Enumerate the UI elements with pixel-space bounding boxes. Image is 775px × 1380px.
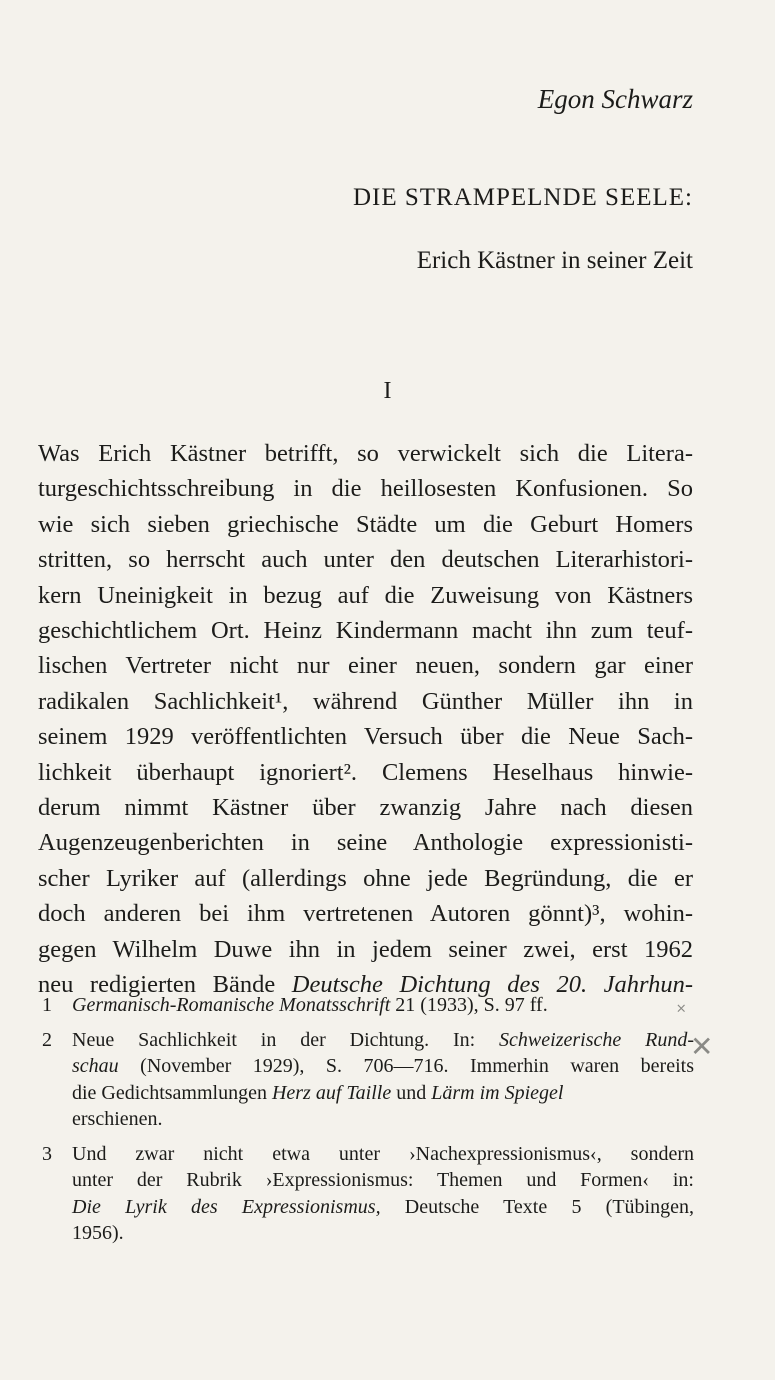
book-title-italic: Herz auf Taille: [271, 1081, 392, 1104]
book-title-italic: Lärm im Spiegel: [431, 1081, 564, 1104]
body-line: doch anderen bei ihm vertretenen Autoren gönnt)³, wohin-: [38, 900, 693, 928]
body-line: wie sich sieben griechische Städte um die Geburt Homers: [38, 510, 693, 538]
body-line: stritten, so herrscht auch unter den deutschen Literarhistori-: [38, 546, 693, 574]
body-line: lichkeit überhaupt ignoriert². Clemens Heselhaus hinwie-: [38, 758, 693, 786]
footnote-text: [72, 1027, 694, 1133]
pencil-mark: ˟: [677, 1000, 686, 1025]
footnote-text: [72, 1141, 694, 1247]
footnote-number: 3: [42, 1142, 52, 1165]
book-title-italic: Deutsche Dichtung des 20. Jahrhun-: [291, 971, 694, 999]
footnote-plain: unter der Rubrik ›Expressionismus: Themen und Formen‹ in:: [72, 1169, 694, 1191]
body-line: radikalen Sachlichkeit¹, während Günther Müller ihn in: [38, 687, 693, 715]
author-name: Egon Schwarz: [537, 84, 693, 114]
footnote-plain: Und zwar nicht etwa unter ›Nachexpressionismus‹, sondern: [72, 1142, 694, 1165]
book-title-italic: Die Lyrik des Expressionismus,: [72, 1195, 381, 1218]
section-number: I: [383, 378, 392, 404]
body-line: seinem 1929 veröffentlichten Versuch über die Neue Sach-: [38, 723, 693, 751]
footnote-plain: Neue Sachlichkeit in der Dichtung. In:: [72, 1028, 500, 1051]
body-line-plain: neu redigierten Bände: [38, 971, 292, 999]
essay-title: DIE STRAMPELNDE SEELE:: [352, 184, 693, 211]
body-line: geschichtlichem Ort. Heinz Kindermann macht ihn zum teuf-: [38, 617, 693, 645]
footnote-plain: und: [391, 1081, 432, 1104]
journal-title-italic: Schweizerische Rund-: [499, 1028, 694, 1051]
body-line: lischen Vertreter nicht nur einer neuen, sondern gar einer: [38, 652, 693, 680]
footnote-3: [42, 1141, 694, 1247]
footnote-1: [42, 992, 694, 1019]
footnote-2: [42, 1027, 694, 1133]
body-line: derum nimmt Kästner über zwanzig Jahre nach diesen: [38, 794, 693, 822]
body-line: turgeschichtsschreibung in die heillosesten Konfusionen. So: [38, 475, 693, 503]
body-line: Was Erich Kästner betrifft, so verwickelt sich die Litera-: [38, 440, 693, 467]
footnote-number: 2: [42, 1028, 52, 1051]
body-line: Augenzeugenberichten in seine Anthologie expressionisti-: [38, 829, 693, 857]
essay-subtitle: Erich Kästner in seiner Zeit: [416, 247, 693, 274]
footnote-plain: erschienen.: [72, 1108, 163, 1130]
footnote-plain: (November 1929), S. 706—716. Immerhin waren bereits: [118, 1055, 694, 1077]
pencil-x-mark: ✕: [690, 1032, 714, 1063]
body-paragraph: [38, 436, 693, 1003]
footnote-plain: 1956).: [72, 1222, 124, 1244]
body-line: scher Lyriker auf (allerdings ohne jede Begründung, die er: [38, 864, 693, 892]
body-line: kern Uneinigkeit in bezug auf die Zuweisung von Kästners: [38, 581, 693, 609]
footnotes: [42, 992, 694, 1255]
footnote-number: 1: [42, 994, 52, 1016]
footnote-plain: Deutsche Texte 5 (Tübingen,: [380, 1195, 694, 1218]
body-line: gegen Wilhelm Duwe ihn in jedem seiner zwei, erst 1962: [38, 935, 693, 963]
footnote-plain: 21 (1933), S. 97 ff.: [390, 994, 548, 1016]
footnote-plain: die Gedichtsammlungen: [72, 1081, 272, 1104]
journal-title-italic: schau: [72, 1055, 119, 1077]
journal-title-italic: Germanisch-Romanische Monatsschrift: [72, 994, 391, 1016]
footnote-text: [72, 992, 694, 1019]
